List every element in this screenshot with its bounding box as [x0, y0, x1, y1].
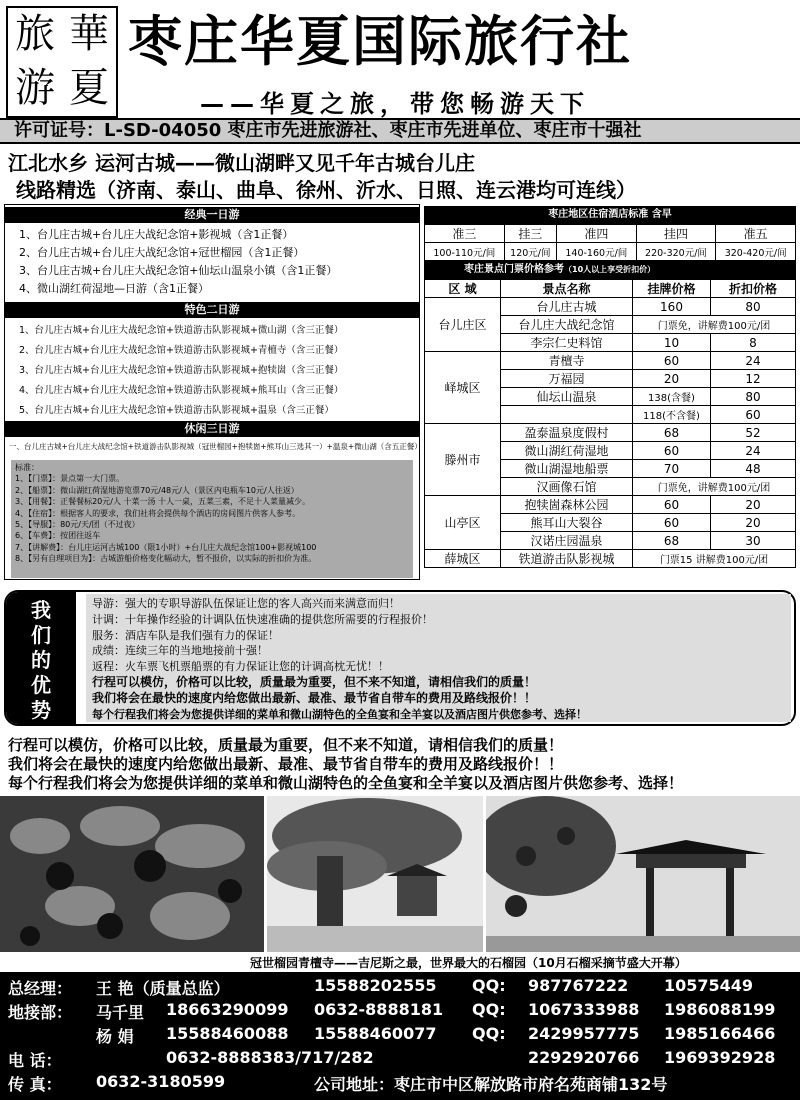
district-cell: 山亭区: [425, 496, 501, 550]
qq-number: 1969392928: [664, 1048, 776, 1067]
advantage-char: 我: [31, 598, 51, 622]
advantage-line: 每个行程我们将会为您提供详细的菜单和微山湖特色的全鱼宴和全羊宴以及酒店图片供您参考、选择！: [92, 707, 587, 721]
discount-price: 20: [711, 496, 796, 514]
dj-name: 杨 娟: [96, 1027, 134, 1046]
note-line: 7、【讲解费】：台儿庄运河古城100（限1小时）+台儿庄大战纪念馆100+影视城100: [15, 542, 317, 552]
dj-tel: 0632-8888181: [314, 1000, 444, 1019]
advantage-heading: [6, 592, 76, 724]
list-price: 60: [633, 496, 711, 514]
advantage-box: [4, 590, 796, 726]
page-title: 枣庄华夏国际旅行社: [128, 10, 632, 73]
hotel-grade: 挂三: [504, 225, 556, 243]
gate-image: [486, 796, 800, 952]
two-day-heading: 特色二日游: [5, 302, 419, 318]
discount-price: 20: [711, 514, 796, 532]
discount-price: 60: [711, 406, 796, 424]
photo-gate: [486, 796, 800, 952]
tour-item: 3、台儿庄古城+台儿庄大战纪念馆+铁道游击队影视城+抱犊崮（含三正餐）: [19, 365, 344, 376]
hotel-grade: 挂四: [636, 225, 716, 243]
hotel-grade: 准四: [557, 225, 637, 243]
dj-phone: 15588460088: [166, 1024, 289, 1043]
advantage-line: 导游：强大的专职导游队伍保证让您的客人高兴而来满意而归！: [92, 597, 400, 610]
note-line: 5、【导服】：80元/天/团（不过夜）: [15, 520, 140, 530]
note-line: 标准：: [15, 463, 39, 472]
attraction-name: 李宗仁史料馆: [501, 334, 633, 352]
discount-price: 24: [711, 352, 796, 370]
photo-pomegranates: [0, 796, 264, 952]
advantage-line: 服务：酒店车队是我们强有力的保证！: [92, 628, 279, 642]
price-panel: [424, 206, 796, 568]
logo-char: 夏: [69, 65, 109, 111]
tour-item: 4、微山湖红荷湿地—日游（含1正餐）: [19, 282, 209, 295]
list-price: 118(不含餐): [633, 406, 711, 424]
advantage-line: 返程：火车票飞机票船票的有力保证让您的计调高枕无忧！！: [92, 660, 389, 674]
advantage-char: 势: [31, 698, 51, 722]
discount-price: 80: [711, 298, 796, 316]
dj-phone: 18663290099: [166, 1000, 289, 1019]
hotel-price: 220-320元/间: [636, 243, 716, 261]
hotel-price: 120元/间: [504, 243, 556, 261]
ticket-row: [425, 496, 796, 514]
col-header: 区 域: [425, 280, 501, 298]
promo-line: 每个行程我们将会为您提供详细的菜单和微山湖特色的全鱼宴和全羊宴以及酒店图片供您参考、选择！: [8, 774, 684, 792]
hotel-price: 320-420元/间: [716, 243, 796, 261]
tel-label: 电 话：: [8, 1051, 62, 1070]
district-cell: 滕州市: [425, 424, 501, 496]
qq-number: 1986088199: [664, 1000, 776, 1019]
list-price: 160: [633, 298, 711, 316]
hotel-grade: 准三: [425, 225, 505, 243]
district-cell: 峄城区: [425, 352, 501, 424]
hotel-price: 100-110元/间: [425, 243, 505, 261]
list-price: 138(含餐): [633, 388, 711, 406]
advantage-char: 优: [31, 673, 51, 697]
list-price: 门票免，讲解费100元/团: [633, 316, 796, 334]
tour-item: 1、台儿庄古城+台儿庄大战纪念馆+铁道游击队影视城+微山湖（含三正餐）: [19, 325, 344, 336]
note-line: 8、【另有自理项目为】：古城游船价格变化幅动大，暂不报价，以实际的折扣价为准。: [15, 554, 317, 564]
advantage-char: 们: [31, 623, 51, 647]
fax-number: 0632-3180599: [96, 1072, 226, 1091]
qq-number: 2292920766: [528, 1048, 640, 1067]
advantage-line: 计调：十年操作经验的计调队伍快速准确的提供您所需要的行程报价！: [92, 612, 433, 626]
gm-label: 总经理：: [8, 979, 73, 998]
discount-price: 8: [711, 334, 796, 352]
list-price: 68: [633, 424, 711, 442]
dj-name: 马千里: [96, 1003, 145, 1022]
hotel-price: 140-160元/间: [557, 243, 637, 261]
ticket-row: [425, 424, 796, 442]
district-cell: 薛城区: [425, 550, 501, 568]
attraction-name: 汉诺庄园温泉: [501, 532, 633, 550]
promo-line: 行程可以模仿，价格可以比较，质量最为重要，但不来不知道，请相信我们的质量！: [8, 736, 564, 754]
ticket-row: [425, 550, 796, 568]
advantage-char: 的: [31, 648, 51, 672]
attraction-name: 微山湖红荷湿地: [501, 442, 633, 460]
qq-number: 987767222: [528, 976, 629, 995]
list-price: 门票免，讲解费100元/团: [633, 478, 796, 496]
attraction-name: 台儿庄大战纪念馆: [501, 316, 633, 334]
ticket-heading: [424, 261, 796, 279]
logo: [6, 6, 118, 118]
ticket-row: [425, 352, 796, 370]
list-price: 60: [633, 442, 711, 460]
col-header: 挂牌价格: [633, 280, 711, 298]
attraction-name: 万福园: [501, 370, 633, 388]
ticket-row: [425, 298, 796, 316]
attraction-name: [501, 406, 633, 424]
qq-label: QQ:: [472, 1000, 506, 1019]
note-line: 2、【船票】：微山湖红荷湿地游览票70元/48元/人（景区内电瓶车10元/人往返）: [15, 485, 299, 495]
col-header: 景点名称: [501, 280, 633, 298]
routes-banner: 线路精选（济南、泰山、曲阜、徐州、沂水、日照、连云港均可连线）: [16, 178, 636, 202]
list-price: 60: [633, 352, 711, 370]
hotel-table: [424, 224, 796, 261]
qq-label: QQ:: [472, 1024, 506, 1043]
attraction-name: 台儿庄古城: [501, 298, 633, 316]
slogan: ——华夏之旅，带您畅游天下: [200, 90, 590, 118]
discount-price: 24: [711, 442, 796, 460]
note-line: 6、【车费】：按团往返车: [15, 531, 101, 541]
discount-price: 30: [711, 532, 796, 550]
advantage-line: 我们将会在最快的速度内给您做出最新、最准、最节省自带车的费用及路线报价！！: [92, 690, 537, 705]
discount-price: 80: [711, 388, 796, 406]
gm-name: 王 艳（质量总监）: [96, 979, 230, 998]
contact-block: [0, 972, 800, 1100]
discount-price: 52: [711, 424, 796, 442]
hotel-heading: 枣庄地区住宿酒店标准 含早: [424, 206, 796, 224]
attraction-name: 仙坛山温泉: [501, 388, 633, 406]
list-price: 60: [633, 514, 711, 532]
tour-item: 3、台儿庄古城+台儿庄大战纪念馆+仙坛山温泉小镇（含1正餐）: [19, 264, 338, 277]
ticket-table: [424, 279, 796, 568]
promo-text: [8, 736, 683, 793]
tour-list-panel: [4, 204, 420, 580]
attraction-name: 盈泰温泉度假村: [501, 424, 633, 442]
tour-item: 5、台儿庄古城+台儿庄大战纪念馆+铁道游击队影视城+温泉（含三正餐）: [19, 405, 334, 416]
attraction-name: 抱犊崮森林公园: [501, 496, 633, 514]
pomegranate-image: [0, 796, 264, 952]
list-price: 68: [633, 532, 711, 550]
advantage-lines: [86, 594, 791, 722]
gm-phone: 15588202555: [314, 976, 437, 995]
qq-number: 10575449: [664, 976, 754, 995]
tour-item: 2、台儿庄古城+台儿庄大战纪念馆+铁道游击队影视城+青檀寺（含三正餐）: [19, 345, 344, 356]
attraction-name: 铁道游击队影视城: [501, 550, 633, 568]
dj-tel: 15588460077: [314, 1024, 437, 1043]
attraction-name: 微山湖湿地船票: [501, 460, 633, 478]
list-price: 20: [633, 370, 711, 388]
advantage-line: 行程可以模仿，价格可以比较，质量最为重要，但不来不知道，请相信我们的质量！: [92, 674, 537, 689]
attraction-name: 青檀寺: [501, 352, 633, 370]
advantage-line: 成绩：连续三年的当地地接前十强！: [92, 644, 268, 658]
ticket-note: （10人以上享受折扣价）: [564, 265, 656, 274]
license-bar: 许可证号：L-SD-04050 枣庄市先进旅游社、枣庄市先进单位、枣庄市十强社: [0, 118, 800, 144]
tel-number: 0632-8888383/717/282: [166, 1048, 374, 1067]
tour-item: 2、台儿庄古城+台儿庄大战纪念馆+冠世榴园（含1正餐）: [19, 246, 305, 259]
company-address: 公司地址：枣庄市中区解放路市府名苑商铺132号: [314, 1075, 668, 1094]
photo-temple-tree: [267, 796, 483, 952]
tour-item: 4、台儿庄古城+台儿庄大战纪念馆+铁道游击队影视城+熊耳山（含三正餐）: [19, 385, 344, 396]
discount-price: 48: [711, 460, 796, 478]
three-day-heading: 休闲三日游: [5, 421, 419, 437]
attraction-name: 汉画像石馆: [501, 478, 633, 496]
district-cell: 台儿庄区: [425, 298, 501, 352]
qq-number: 1067333988: [528, 1000, 640, 1019]
note-line: 1、【门票】：景点第一大门票。: [15, 474, 125, 484]
banner-line: 江北水乡 运河古城——微山湖畔又见千年古城台儿庄: [8, 151, 475, 175]
note-line: 3、【用餐】：正餐餐标20元/人 十菜一汤 十人一桌，五菜三素，不足十人菜量减少。: [15, 497, 311, 507]
qq-label: QQ:: [472, 976, 506, 995]
discount-price: 12: [711, 370, 796, 388]
note-line: 4、【住宿】：根据客人的要求，我们社将会提供每个酒店的房间图片供客人参考。: [15, 508, 301, 518]
list-price: 门票15 讲解费100元/团: [633, 550, 796, 568]
notes-box: [11, 460, 413, 578]
qq-number: 1985166466: [664, 1024, 776, 1043]
logo-char: 旅: [15, 11, 55, 57]
col-header: 折扣价格: [711, 280, 796, 298]
ticket-title: 枣庄景点门票价格参考: [464, 264, 564, 275]
dj-label: 地接部：: [8, 1003, 73, 1022]
qq-number: 2429957775: [528, 1024, 640, 1043]
list-price: 10: [633, 334, 711, 352]
logo-char: 華: [69, 11, 109, 57]
photo-caption: 冠世榴园青檀寺——吉尼斯之最，世界最大的石榴园（10月石榴采摘节盛大开幕）: [250, 956, 687, 970]
promo-line: 我们将会在最快的速度内给您做出最新、最准、最节省自带车的费用及路线报价！！: [8, 755, 564, 773]
one-day-heading: 经典一日游: [5, 207, 419, 223]
tour-item: 1、台儿庄古城+台儿庄大战纪念馆+影视城（含1正餐）: [19, 228, 294, 241]
logo-char: 游: [15, 65, 55, 111]
list-price: 70: [633, 460, 711, 478]
fax-label: 传 真：: [8, 1075, 62, 1094]
hotel-grade: 准五: [716, 225, 796, 243]
temple-image: [267, 796, 483, 952]
attraction-name: 熊耳山大裂谷: [501, 514, 633, 532]
tour-item: 一、台儿庄古城+台儿庄大战纪念馆+铁道游击队影视城（冠世榴园+抱犊崮+熊耳山三选其一）+温泉+微山湖（含五正餐）: [9, 442, 422, 451]
